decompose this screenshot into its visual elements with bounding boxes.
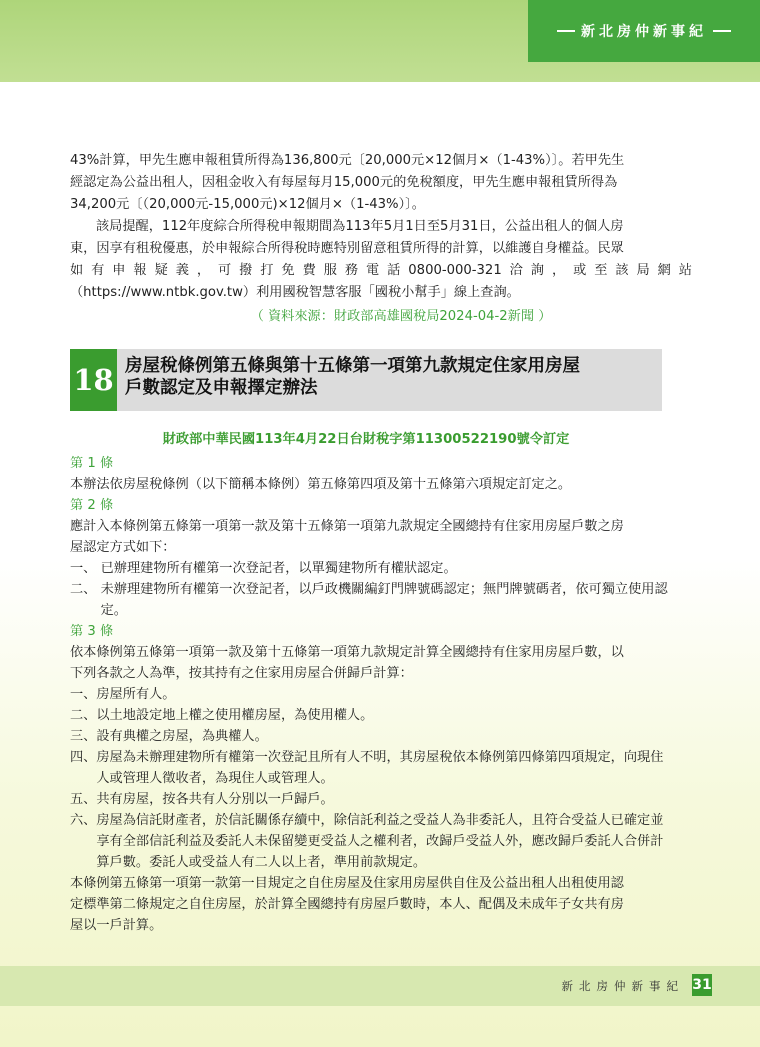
page-number: 31: [692, 974, 712, 996]
article-3-text: 下列各款之人為準，按其持有之住家用房屋合併歸戶計算：: [70, 666, 413, 681]
header-dash-left: [557, 30, 575, 32]
reminder-line: （https://www.ntbk.gov.tw）利用國稅智慧客服「國稅小幫手」線上查詢。: [70, 285, 520, 300]
reminder-line: 該局提醒，112年度綜合所得稅申報期間為113年5月1日至5月31日，公益出租人的個人房: [96, 219, 624, 234]
article-3-closing: 定標準第二條規定之自住房屋，於計算全國總持有房屋戶數時，本人、配偶及未成年子女共有房: [70, 897, 624, 912]
item-label: 六、: [70, 813, 97, 828]
reminder-line: 東，因享有租稅優惠，於申報綜合所得稅時應特別留意租賃所得的計算，以維護自身權益。民眾: [70, 241, 624, 256]
reminder-line: 如有申報疑義，可撥打免費服務電話0800-000-321洽詢，或至該局網站: [70, 263, 692, 278]
article-3-item: [70, 726, 670, 747]
item-text: 以土地設定地上權之使用權房屋，為使用權人。: [96, 708, 374, 723]
header-dash-right: [713, 30, 731, 32]
article-2-item: [70, 558, 670, 579]
footer-title: 新北房仲新事紀: [561, 979, 684, 993]
intro-line: 34,200元〔（20,000元-15,000元)×12個月×（1-43%）〕。: [70, 197, 425, 212]
item-label: 一、: [70, 687, 97, 702]
decree-reference: 財政部中華民國113年4月22日台財稅字第11300522190號令訂定: [162, 432, 570, 447]
article-2-item: [70, 579, 670, 621]
article-3-text: 依本條例第五條第一項第一款及第十五條第一項第九款規定計算全國總持有住家用房屋戶數，以: [70, 645, 624, 660]
intro-text: [70, 150, 692, 328]
header-tab: [528, 0, 760, 62]
article-2-text: 屋認定方式如下：: [70, 540, 176, 555]
article-3-item: [70, 789, 670, 810]
section-title-line: 戶數認定及申報擇定辦法: [125, 378, 318, 398]
intro-line: 43%計算，甲先生應申報租賃所得為136,800元〔20,000元×12個月×（1-43%）〕。若甲先生: [70, 153, 625, 168]
item-label: 五、: [70, 792, 97, 807]
item-text: 未辦理建物所有權第一次登記者，以戶政機關編釘門牌號碼認定；無門牌號碼者，依可獨立使用認定。: [100, 582, 668, 618]
item-text: 設有典權之房屋，為典權人。: [96, 729, 268, 744]
section-number: 18: [70, 349, 117, 411]
item-label: 二、: [70, 708, 97, 723]
item-label: 三、: [70, 729, 97, 744]
item-text: 房屋所有人。: [96, 687, 176, 702]
item-text: 房屋為未辦理建物所有權第一次登記且所有人不明，其房屋稅依本條例第四條第四項規定，向現住人或管理人徵收者，為現住人或管理人。: [96, 750, 664, 786]
articles: [70, 453, 670, 936]
article-1-text: 本辦法依房屋稅條例（以下簡稱本條例）第五條第四項及第十五條第六項規定訂定之。: [70, 477, 572, 492]
item-label: 一、: [70, 561, 101, 576]
article-2-title: 第 2 條: [70, 498, 114, 513]
article-3-item: [70, 747, 670, 789]
item-text: 房屋為信託財產者，於信託關係存續中，除信託利益之受益人為非委託人，且符合受益人已確定並享有全部信託利益及委託人未保留變更受益人之權利者，改歸戶受益人外，應改歸戶委託人合併計算戶數。委託人或受益人有二人以上者，準用前款規定。: [96, 813, 664, 870]
header-title: 新北房仲新事紀: [581, 24, 707, 40]
section-title-line: 房屋稅條例第五條與第十五條第一項第九款規定住家用房屋: [125, 356, 580, 376]
article-3-closing: 屋以一戶計算。: [70, 918, 163, 933]
item-label: 二、: [70, 582, 101, 597]
source-citation: （ 資料來源：財政部高雄國稅局2024-04-2新聞 ）: [250, 309, 552, 324]
article-3-title: 第 3 條: [70, 624, 114, 639]
section-title: [117, 349, 580, 411]
article-3-closing: 本條例第五條第一項第一款第一目規定之自住房屋及住家用房屋供自住及公益出租人出租使用認: [70, 876, 624, 891]
item-label: 四、: [70, 750, 97, 765]
section-heading: [70, 349, 662, 411]
article-3-item: [70, 810, 670, 873]
article-2-text: 應計入本條例第五條第一項第一款及第十五條第一項第九款規定全國總持有住家用房屋戶數之房: [70, 519, 624, 534]
item-text: 共有房屋，按各共有人分別以一戶歸戶。: [96, 792, 334, 807]
article-1-title: 第 1 條: [70, 456, 114, 471]
article-3-item: [70, 705, 670, 726]
item-text: 已辦理建物所有權第一次登記者，以單獨建物所有權狀認定。: [100, 561, 457, 576]
intro-line: 經認定為公益出租人，因租金收入有每屋每月15,000元的免稅額度，甲先生應申報租賃所得為: [70, 175, 618, 190]
article-3-item: [70, 684, 670, 705]
